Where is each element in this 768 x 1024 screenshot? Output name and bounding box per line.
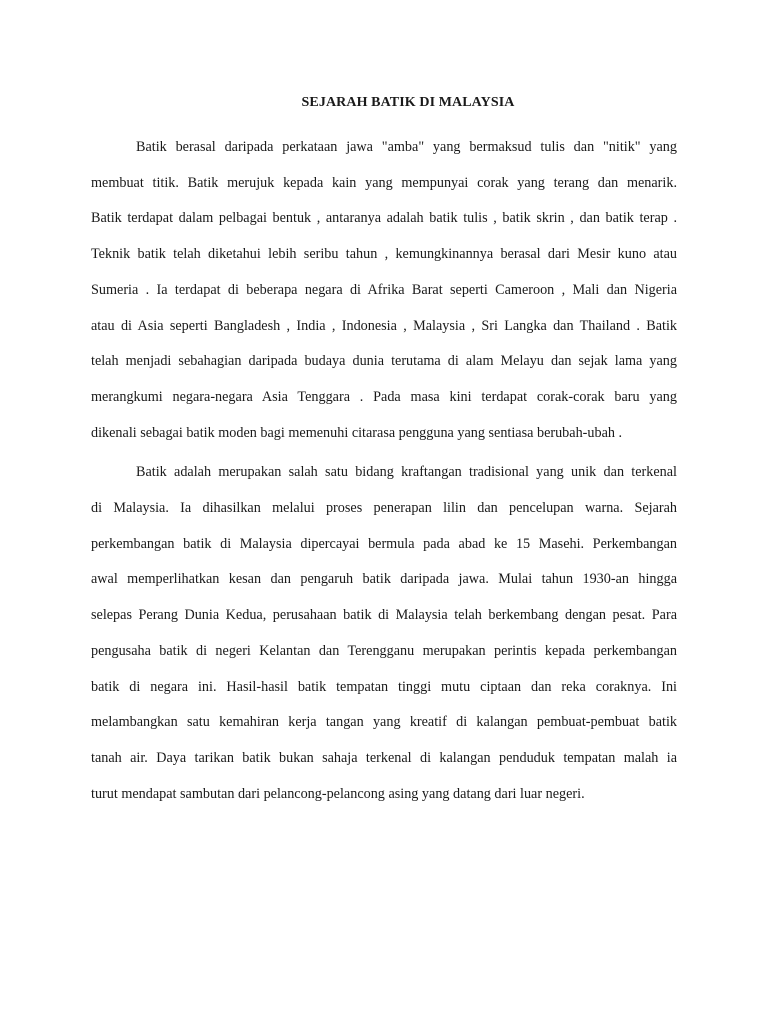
- paragraph-line: Teknik batik telah diketahui lebih seribu tahun , kemungkinannya berasal dari Mesir kuno atau: [91, 246, 677, 262]
- paragraph-line: di Malaysia. Ia dihasilkan melalui proses penerapan lilin dan pencelupan warna. Sejarah: [91, 500, 677, 516]
- paragraph-line: batik di negara ini. Hasil-hasil batik tempatan tinggi mutu ciptaan dan reka coraknya. Ini: [91, 679, 677, 695]
- paragraph-line: atau di Asia seperti Bangladesh , India , Indonesia , Malaysia , Sri Langka dan Thailand . Batik: [91, 318, 677, 334]
- document-title: SEJARAH BATIK DI MALAYSIA: [301, 95, 515, 110]
- paragraph-line: merangkumi negara-negara Asia Tenggara . Pada masa kini terdapat corak-corak baru yang: [91, 389, 677, 405]
- paragraph-line: melambangkan satu kemahiran kerja tangan yang kreatif di kalangan pembuat-pembuat batik: [91, 714, 677, 730]
- paragraph-line: awal memperlihatkan kesan dan pengaruh batik daripada jawa. Mulai tahun 1930-an hingga: [91, 571, 677, 587]
- paragraph-line: Batik adalah merupakan salah satu bidang kraftangan tradisional yang unik dan terkenal: [136, 464, 677, 480]
- paragraph-line: selepas Perang Dunia Kedua, perusahaan batik di Malaysia telah berkembang dengan pesat. Para: [91, 607, 677, 623]
- paragraph-line: Batik berasal daripada perkataan jawa "amba" yang bermaksud tulis dan "nitik" yang: [136, 139, 677, 155]
- paragraph-line: dikenali sebagai batik moden bagi memenuhi citarasa pengguna yang sentiasa berubah-ubah .: [91, 425, 623, 441]
- paragraph-line: membuat titik. Batik merujuk kepada kain yang mempunyai corak yang terang dan menarik.: [91, 175, 677, 191]
- paragraph-line: Sumeria . Ia terdapat di beberapa negara di Afrika Barat seperti Cameroon , Mali dan Nigeria: [91, 282, 677, 298]
- paragraph-line: Batik terdapat dalam pelbagai bentuk , antaranya adalah batik tulis , batik skrin , dan batik terap .: [91, 210, 677, 226]
- paragraph-line: tanah air. Daya tarikan batik bukan sahaja terkenal di kalangan penduduk tempatan malah ia: [91, 750, 677, 766]
- paragraph-line: perkembangan batik di Malaysia dipercayai bermula pada abad ke 15 Masehi. Perkembangan: [91, 536, 677, 552]
- paragraph-line: telah menjadi sebahagian daripada budaya dunia terutama di alam Melayu dan sejak lama yang: [91, 353, 677, 369]
- paragraph-line: pengusaha batik di negeri Kelantan dan Terengganu merupakan perintis kepada perkembangan: [91, 643, 677, 659]
- paragraph-line: turut mendapat sambutan dari pelancong-pelancong asing yang datang dari luar negeri.: [91, 786, 585, 802]
